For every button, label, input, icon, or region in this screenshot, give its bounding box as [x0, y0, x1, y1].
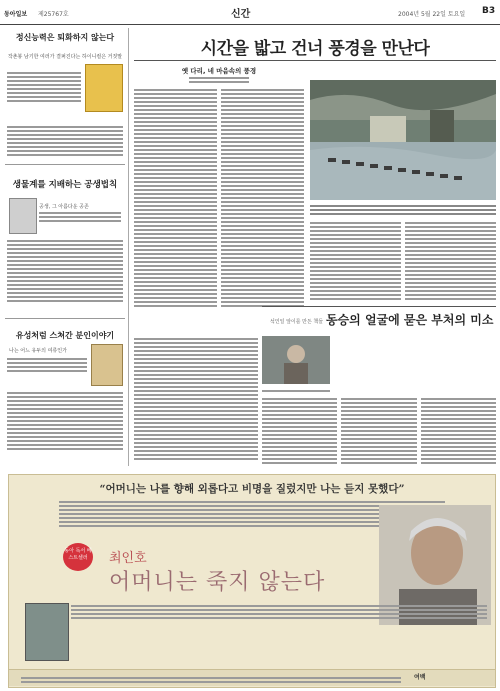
- thumb-caption: [262, 388, 330, 394]
- publisher-info: [21, 675, 401, 685]
- review-box-3: [5, 322, 125, 466]
- review-body-3: [7, 356, 87, 374]
- review-body-2: [39, 210, 121, 224]
- review-title-1: 정신능력은 퇴화하지 않는다: [15, 32, 115, 42]
- book-title-2: 공생, 그 아름다운 공존: [39, 204, 89, 210]
- ad-author: 최인호: [109, 551, 147, 566]
- issue-number: 제25767호: [38, 11, 69, 18]
- book-advertisement: [8, 474, 496, 688]
- ad-quote: “어머니는 나를 향해 외롭다고 비명을 질렀지만 나는 듣지 못했다”: [99, 483, 405, 495]
- monk-photo-icon: [262, 336, 330, 384]
- section-title: 신간: [231, 9, 251, 20]
- second-col-a: [134, 336, 258, 462]
- book-title-1: 작촌봉 남기한 여러가 결퍼진다는 하이니컬은 거짓말: [7, 54, 123, 60]
- review-title-3: 유성처럼 스쳐간 분인이야기: [15, 330, 115, 340]
- second-kicker: 석인일 앞이를 만든 책들: [270, 319, 324, 325]
- page-number: B3: [482, 6, 496, 16]
- main-kicker: 옛 다리, 네 마음속의 풍경: [181, 67, 257, 75]
- book-cover-2: [9, 198, 37, 234]
- review-body-1: [7, 70, 81, 104]
- main-col-a: [134, 87, 217, 309]
- second-cols: [262, 396, 496, 466]
- bestseller-badge: 동아 독서 베스트셀러: [63, 543, 93, 571]
- ad-description: [71, 603, 487, 621]
- review-body-3b: [7, 390, 123, 452]
- main-article: [134, 66, 304, 309]
- review-body-2b: [7, 238, 123, 304]
- review-box-1: [5, 28, 125, 165]
- ad-book-title: 어머니는 죽지 않는다: [109, 570, 326, 595]
- page-header: [0, 0, 500, 25]
- book-cover-3: [91, 344, 123, 386]
- second-headline: 동승의 얼굴에 묻은 부처의 미소: [326, 313, 494, 327]
- photo-caption: [310, 203, 496, 217]
- river-bridge-photo: [310, 80, 496, 200]
- column-divider: [128, 28, 129, 466]
- publisher-bar: [9, 669, 495, 686]
- second-article-photo: [262, 336, 330, 384]
- left-column: [5, 28, 125, 466]
- book-cover-1: [85, 64, 123, 112]
- paper-name: 동아일보: [4, 11, 28, 18]
- book-title-3: 나는 어느 유두의 여류인가: [9, 348, 67, 354]
- review-title-2: 생물계를 지배하는 공생법칙: [12, 180, 118, 190]
- main-col-c: [310, 220, 496, 302]
- headline-rule: [134, 60, 496, 61]
- ad-book-cover: [25, 603, 69, 661]
- main-col-b: [221, 87, 304, 309]
- publisher-logo: 여백: [414, 674, 426, 681]
- second-article-rule: [262, 306, 496, 307]
- issue-date: 2004년 5월 22일 토요일: [398, 11, 466, 18]
- review-body-1b: [7, 124, 123, 158]
- river-scene-icon: [310, 80, 496, 200]
- main-headline: 시간을 밟고 건너 풍경을 만난다: [200, 39, 430, 59]
- kicker-byline: [189, 77, 249, 83]
- review-box-2: [5, 168, 125, 319]
